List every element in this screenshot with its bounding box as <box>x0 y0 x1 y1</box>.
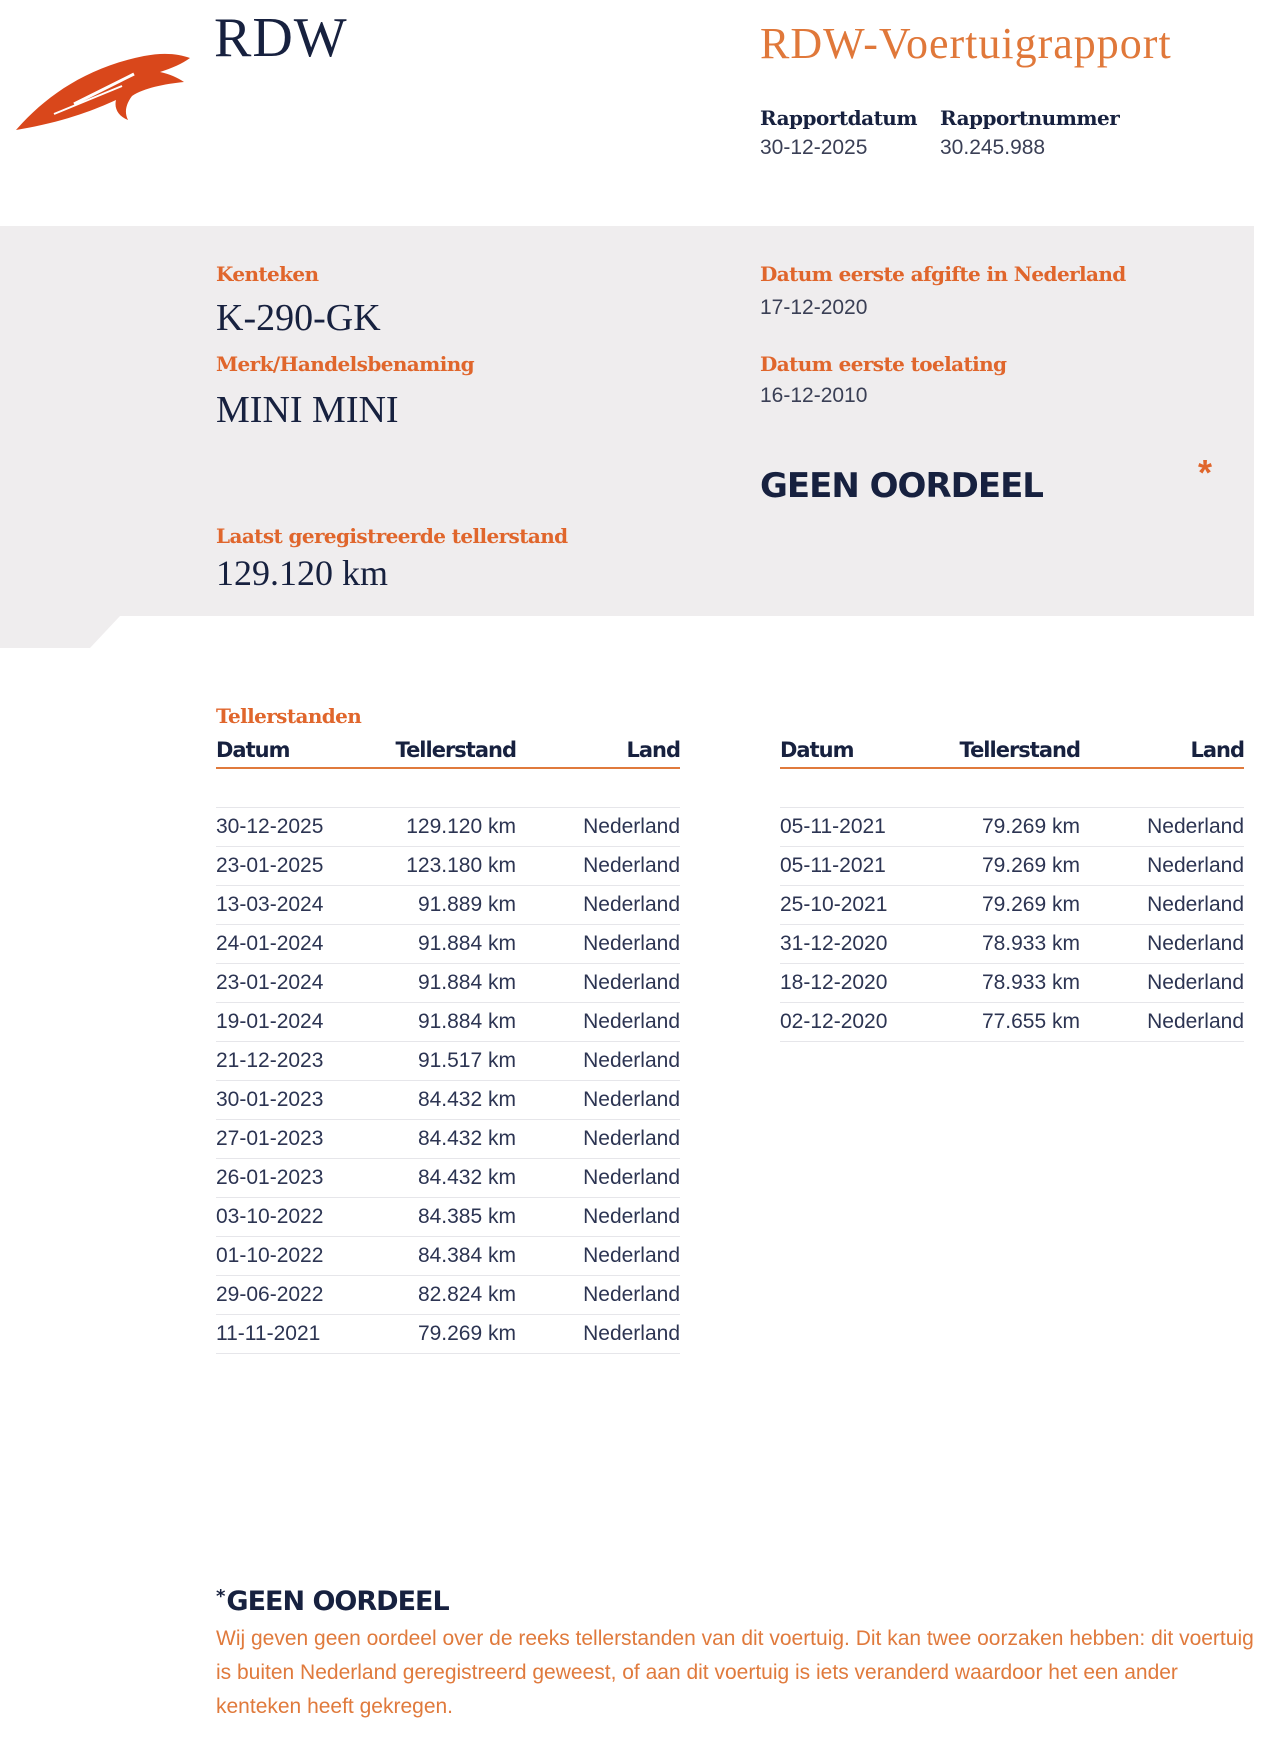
table-spacer-cell <box>216 768 680 807</box>
reading-cell: 129.120 km <box>366 807 516 846</box>
date-cell: 31-12-2020 <box>780 924 930 963</box>
first-admission-value: 16-12-2010 <box>760 384 868 407</box>
last-odometer-value: 129.120 km <box>216 553 389 593</box>
table-spacer <box>780 768 1244 807</box>
table-row <box>216 1197 680 1236</box>
table-row <box>780 885 1244 924</box>
reading-cell: 91.517 km <box>366 1041 516 1080</box>
footnote-title-text: GEEN OORDEEL <box>226 1586 449 1617</box>
country-cell: Nederland <box>516 1158 680 1197</box>
country-cell: Nederland <box>516 1080 680 1119</box>
reading-cell: 79.269 km <box>930 846 1080 885</box>
first-nl-label: Datum eerste afgifte in Nederland <box>760 262 1126 286</box>
table-row <box>780 1002 1244 1041</box>
panel-notch <box>0 616 120 648</box>
table-row <box>216 846 680 885</box>
reading-cell: 123.180 km <box>366 846 516 885</box>
table-row <box>216 963 680 1002</box>
date-cell: 18-12-2020 <box>780 963 930 1002</box>
column-header-reading: Tellerstand <box>930 736 1080 768</box>
reading-cell: 84.384 km <box>366 1236 516 1275</box>
table-row <box>216 1236 680 1275</box>
country-cell: Nederland <box>516 924 680 963</box>
country-cell: Nederland <box>1080 807 1244 846</box>
report-number-block <box>940 106 1119 160</box>
table-row <box>216 1158 680 1197</box>
last-odometer-label: Laatst geregistreerde tellerstand <box>216 524 568 548</box>
table-header-row <box>780 736 1244 768</box>
reading-cell: 79.269 km <box>930 807 1080 846</box>
table-row <box>780 963 1244 1002</box>
column-header-country: Land <box>1080 736 1244 768</box>
date-cell: 26-01-2023 <box>216 1158 366 1197</box>
odometer-table-left <box>216 736 680 1354</box>
make-label: Merk/Handelsbenaming <box>216 352 475 376</box>
date-cell: 13-03-2024 <box>216 885 366 924</box>
date-cell: 24-01-2024 <box>216 924 366 963</box>
country-cell: Nederland <box>516 1041 680 1080</box>
country-cell: Nederland <box>516 963 680 1002</box>
make-value: MINI MINI <box>216 389 399 431</box>
report-date-label: Rapportdatum <box>760 106 918 130</box>
reading-cell: 78.933 km <box>930 924 1080 963</box>
country-cell: Nederland <box>1080 963 1244 1002</box>
reading-cell: 82.824 km <box>366 1275 516 1314</box>
country-cell: Nederland <box>516 1236 680 1275</box>
report-number-label: Rapportnummer <box>940 106 1120 130</box>
date-cell: 29-06-2022 <box>216 1275 366 1314</box>
verdict-text: GEEN OORDEEL <box>760 466 1043 506</box>
country-cell: Nederland <box>516 1275 680 1314</box>
country-cell: Nederland <box>516 846 680 885</box>
table-row <box>216 1275 680 1314</box>
date-cell: 27-01-2023 <box>216 1119 366 1158</box>
date-cell: 30-12-2025 <box>216 807 366 846</box>
country-cell: Nederland <box>516 1197 680 1236</box>
footnote-text: Wij geven geen oordeel over de reeks tellerstanden van dit voertuig. Dit kan twee oorzaken hebben: dit voertuig is buiten Nederland geregistreerd geweest, of aan dit voertuig is iets veranderd waardoor het een ander kenteken heeft gekregen. <box>216 1627 1254 1718</box>
country-cell: Nederland <box>1080 924 1244 963</box>
rdw-logo-icon <box>14 38 194 134</box>
plate-label: Kenteken <box>216 262 319 286</box>
country-cell: Nederland <box>516 1119 680 1158</box>
reading-cell: 91.884 km <box>366 1002 516 1041</box>
table-row <box>216 807 680 846</box>
reading-cell: 78.933 km <box>930 963 1080 1002</box>
report-number-value: 30.245.988 <box>940 136 1046 159</box>
country-cell: Nederland <box>516 1002 680 1041</box>
column-header-date: Datum <box>216 736 366 768</box>
reading-cell: 84.432 km <box>366 1158 516 1197</box>
country-cell: Nederland <box>1080 885 1244 924</box>
footnote-marker: * <box>216 1586 225 1607</box>
date-cell: 25-10-2021 <box>780 885 930 924</box>
reading-cell: 79.269 km <box>930 885 1080 924</box>
plate-value: K-290-GK <box>216 297 381 339</box>
country-cell: Nederland <box>516 1314 680 1353</box>
table-row <box>780 846 1244 885</box>
report-date-value: 30-12-2025 <box>760 136 868 159</box>
date-cell: 19-01-2024 <box>216 1002 366 1041</box>
table-spacer-cell <box>780 768 1244 807</box>
country-cell: Nederland <box>516 885 680 924</box>
date-cell: 02-12-2020 <box>780 1002 930 1041</box>
reading-cell: 91.889 km <box>366 885 516 924</box>
reading-cell: 91.884 km <box>366 924 516 963</box>
reading-cell: 84.385 km <box>366 1197 516 1236</box>
first-admission-label: Datum eerste toelating <box>760 352 1007 376</box>
table-row <box>216 885 680 924</box>
date-cell: 05-11-2021 <box>780 846 930 885</box>
table-header-row <box>216 736 680 768</box>
date-cell: 05-11-2021 <box>780 807 930 846</box>
date-cell: 23-01-2024 <box>216 963 366 1002</box>
column-header-country: Land <box>516 736 680 768</box>
reading-cell: 77.655 km <box>930 1002 1080 1041</box>
table-row <box>216 1119 680 1158</box>
table-row <box>780 924 1244 963</box>
footnote-title <box>216 1586 449 1617</box>
column-header-reading: Tellerstand <box>366 736 516 768</box>
country-cell: Nederland <box>1080 1002 1244 1041</box>
reading-cell: 79.269 km <box>366 1314 516 1353</box>
date-cell: 23-01-2025 <box>216 846 366 885</box>
table-row <box>216 1041 680 1080</box>
date-cell: 21-12-2023 <box>216 1041 366 1080</box>
reading-cell: 84.432 km <box>366 1080 516 1119</box>
reading-cell: 91.884 km <box>366 963 516 1002</box>
odometer-table-right <box>780 736 1244 1042</box>
table-row <box>780 807 1244 846</box>
first-nl-value: 17-12-2020 <box>760 296 868 319</box>
table-spacer <box>216 768 680 807</box>
country-cell: Nederland <box>516 807 680 846</box>
odometer-section-label: Tellerstanden <box>216 704 362 728</box>
report-date-block <box>760 106 917 160</box>
column-header-date: Datum <box>780 736 930 768</box>
date-cell: 30-01-2023 <box>216 1080 366 1119</box>
date-cell: 03-10-2022 <box>216 1197 366 1236</box>
country-cell: Nederland <box>1080 846 1244 885</box>
date-cell: 11-11-2021 <box>216 1314 366 1353</box>
table-row <box>216 924 680 963</box>
table-row <box>216 1314 680 1353</box>
date-cell: 01-10-2022 <box>216 1236 366 1275</box>
reading-cell: 84.432 km <box>366 1119 516 1158</box>
table-row <box>216 1002 680 1041</box>
brand-name: RDW <box>214 7 348 69</box>
verdict-asterisk: * <box>1198 452 1213 493</box>
report-title: RDW-Voertuigrapport <box>760 19 1172 68</box>
table-row <box>216 1080 680 1119</box>
